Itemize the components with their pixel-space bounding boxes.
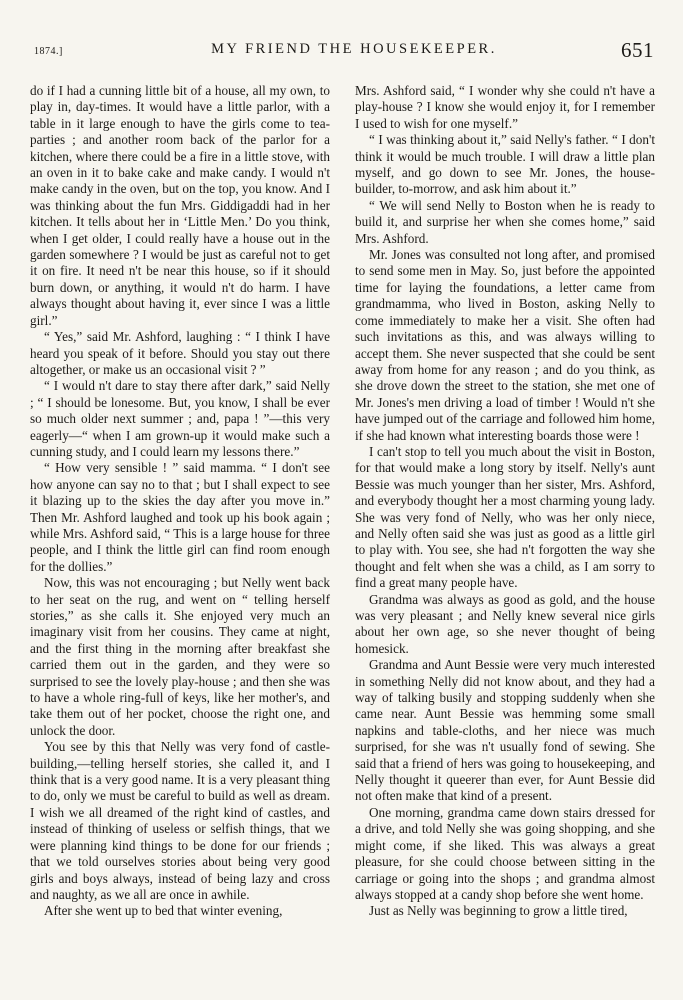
paragraph: Now, this was not encouraging ; but Nelly went back to her seat on the rug, and went on “ telling herself stories,” as she calls it. She enjoyed very much an imaginary visit from her cousins. They came at night, and the first thing in the morning after breakfast she carried them out in the garden, and they were so surprised to see the lovely play-house ; and then she was to have a whole ring-full of keys, like her mother's, and take them out of her pocket, choose the right one, and unlock the door.	[30, 575, 330, 738]
paragraph: Mrs. Ashford said, “ I wonder why she could n't have a play-house ? I know she would enjoy it, for I remember I used to wish for one myself.”	[355, 83, 655, 131]
issue-year: 1874.]	[34, 46, 63, 57]
paragraph: I can't stop to tell you much about the visit in Boston, for that would make a long story by itself. Nelly's aunt Bessie was much younger than her sister, Mrs. Ashford, and everybody thought her a most charming young lady. She was very fond of Nelly, who was her only niece, and Nelly often said she was just as good as a little girl to play with. You see, she had n't forgotten the way she thought and felt when she was a child, as I am sorry to find a great many people have.	[355, 443, 655, 591]
paragraph: You see by this that Nelly was very fond of castle-building,—telling herself stories, she called it, and I think that is a very good name. It is a very pleasant thing to do, only we must be careful to build as well as dream. I wish we all dreamed of the right kind of castles, and instead of thinking of useless or selfish things, that we were planning kind things to be done for our friends ; that we told ourselves stories about being very good girls and boys always, instead of being lazy and cross and naughty, as we all are once in awhile.	[30, 739, 330, 902]
paragraph: Grandma and Aunt Bessie were very much interested in something Nelly did not know about, and they had a way of talking busily and stopping suddenly when she came near. Aunt Bessie was hemming some small napkins and table-cloths, and her niece was much surprised, for she was n't usually fond of sewing. She said that a friend of hers was going to housekeeping, and Nelly thought it queerer than ever, for Aunt Bessie did not often make that kind of a present.	[355, 657, 655, 804]
running-head	[34, 38, 654, 62]
paragraph: “ I would n't dare to stay there after dark,” said Nelly ; “ I should be lonesome. But, you know, I shall be ever so much older next summer ; and, papa ! ”—this very eagerly—“ when I am grown-up it would make such a cunning study, and I could learn my lessons there.”	[30, 378, 330, 459]
right-column	[355, 83, 655, 920]
paragraph: Grandma was always as good as gold, and the house was very pleasant ; and Nelly knew several nice girls about her own age, so she never thought of being homesick.	[355, 591, 655, 656]
paragraph: Just as Nelly was beginning to grow a little tired,	[369, 903, 628, 919]
paragraph: “ Yes,” said Mr. Ashford, laughing : “ I think I have heard you speak of it before. Should you stay out there altogether, or make us an occasional visit ? ”	[30, 329, 330, 377]
paragraph: “ How very sensible ! ” said mamma. “ I don't see how anyone can say no to that ; but I shall expect to see it blazing up to the skies the day after you move in.” Then Mr. Ashford laughed and took up his book again ; while Mrs. Ashford said, “ This is a large house for three people, and I think the little girl can find room enough for the dollies.”	[30, 460, 330, 574]
page-number: 651	[621, 38, 654, 62]
paragraph: Mr. Jones was consulted not long after, and promised to send some men in May. So, just before the appointed time for laying the foundations, a letter came from grandmamma, who lived in Boston, asking Nelly to come immediately to make her a visit. She often had such invitations as this, and was always willing to accept them. She never suspected that she could be sent away from home for any reason ; and do you think, as she drove down the street to the station, she met one of Mr. Jones's men driving a load of timber ! Would n't she have jumped out of the carriage and followed him home, if she had known what interesting boards those were !	[355, 247, 655, 443]
left-column	[30, 83, 330, 920]
paragraph: do if I had a cunning little bit of a house, all my own, to play in, day-times. It would have a little parlor, with a table in it large enough to have the girls come to tea-parties ; and another room back of the parlor for a kitchen, where there could be a fire in a little stove, with an oven in it to bake cake and make candy. I would n't make candy in the oven, but on the top, you know. And I was thinking about the fun Mrs. Giddigaddi had in her kitchen. It tells about her in ‘Little Men.’ Do you think, when I get older, I could really have a house out in the garden somewhere ? I would be just as careful not to get it on fire. It need n't be near this house, so if it should burn down, or anything, it would n't do harm. I have always thought about having it, ever since I was a little girl.”	[30, 83, 330, 328]
paragraph: “ We will send Nelly to Boston when he is ready to build it, and surprise her when she comes home,” said Mrs. Ashford.	[355, 197, 655, 246]
running-title: MY FRIEND THE HOUSEKEEPER.	[211, 41, 497, 57]
paragraph: After she went up to bed that winter evening,	[44, 903, 283, 919]
paragraph: “ I was thinking about it,” said Nelly's father. “ I don't think it would be much trouble. I will draw a little plan myself, and go down to see Mr. Jones, the house-builder, to-morrow, and ask him about it.”	[355, 132, 655, 197]
paragraph: One morning, grandma came down stairs dressed for a drive, and told Nelly she was going shopping, and she might come, if she liked. This was always a great pleasure, for she could choose between sitting in the carriage or going into the shops ; and grandma almost always stopped at a candy shop before she went home.	[355, 804, 655, 902]
